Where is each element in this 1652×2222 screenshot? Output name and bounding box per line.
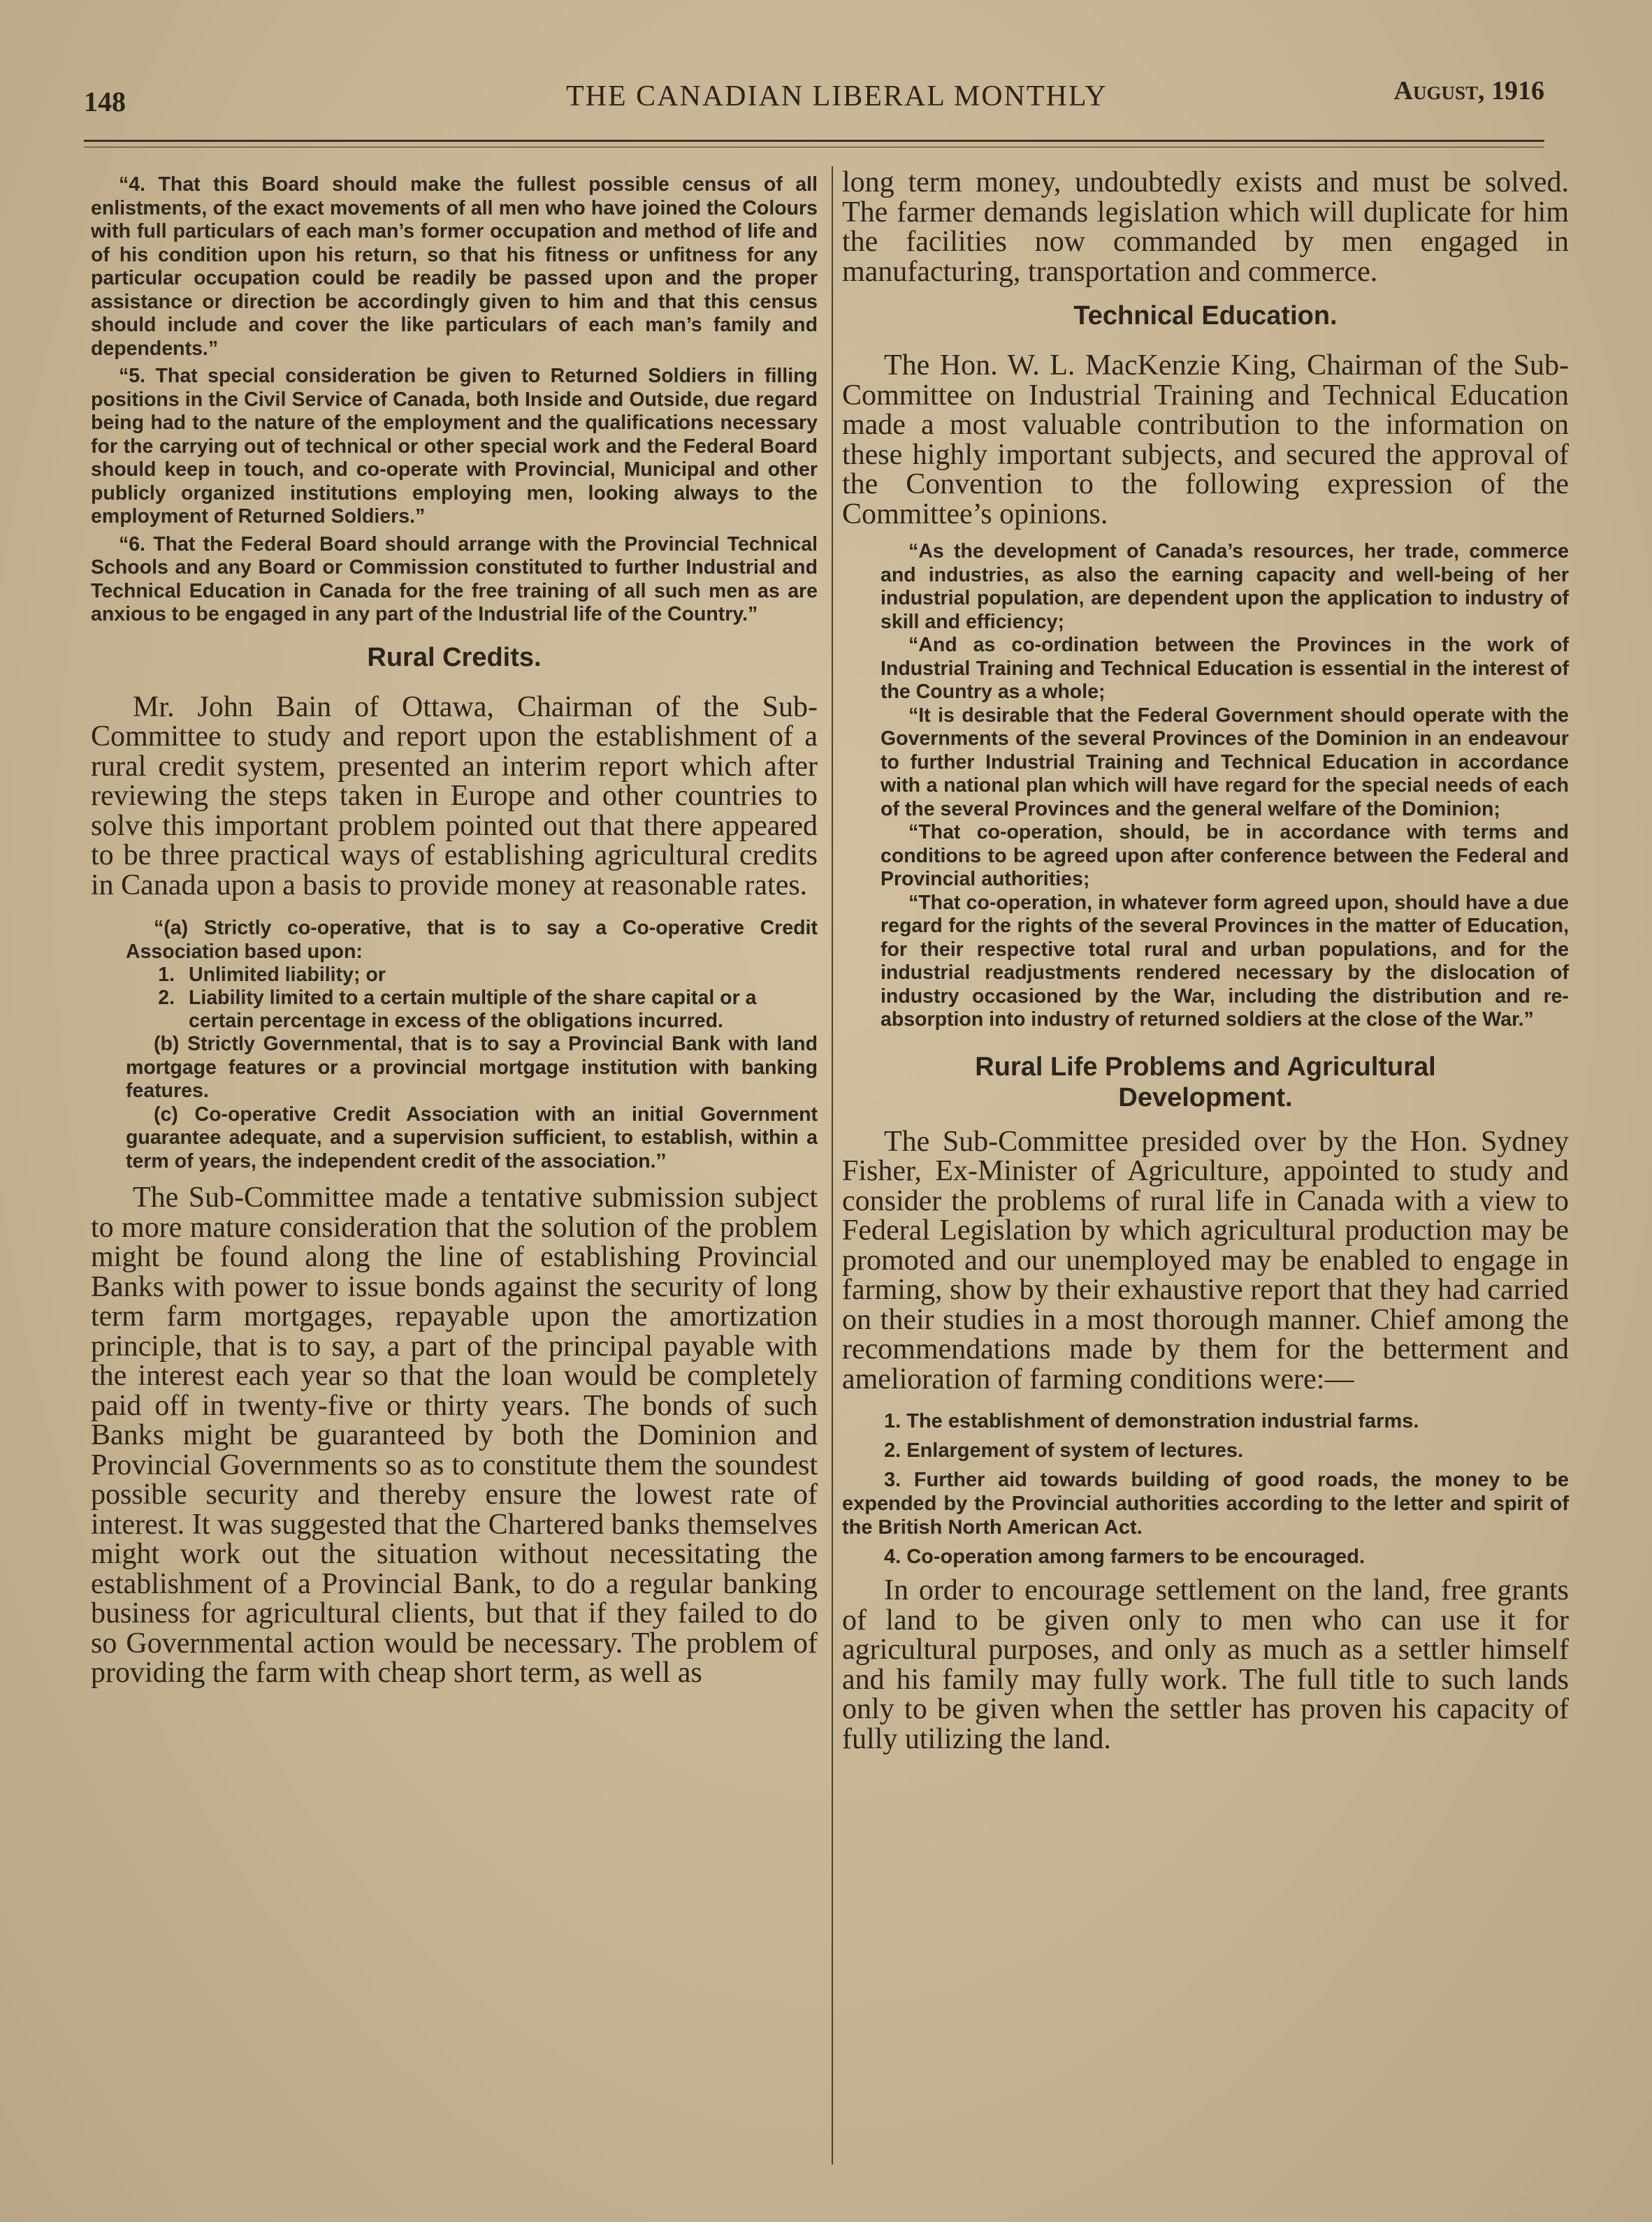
- page-number: 148: [84, 86, 126, 117]
- farming-recommendations: [842, 1409, 1569, 1569]
- farming-rec-4: 4. Co-operation among farmers to be encouraged.: [884, 1546, 1365, 1568]
- farming-rec-3: 3. Further aid towards building of good roads, the money to be expended by the Provincial authorities according to the letter and spirit of the British North American Act.: [842, 1469, 1569, 1539]
- farming-rec-2: 2. Enlargement of system of lectures.: [884, 1439, 1244, 1462]
- technical-education-paragraph: The Hon. W. L. MacKenzie King, Chairman of the Sub-Committee on Industrial Training and Technical Education made a most valuable contribution to the information on these highly important subjects, and secured the approval of the Convention to the following expression of the Committee’s opinions.: [842, 349, 1569, 530]
- issue-date: August, 1916: [1393, 76, 1544, 106]
- rural-life-heading: Rural Life Problems and Agricultural Development.: [975, 1052, 1436, 1112]
- recommendation-6: “6. That the Federal Board should arrange with the Provincial Technical Schools and any Board or Commission constituted to further Industrial and Technical Education in Canada for the free training of all such men as are anxious to be engaged in any part of the Industrial life of the Country.”: [91, 532, 818, 625]
- farming-rec-1: 1. The establishment of demonstration industrial farms.: [884, 1410, 1419, 1432]
- technical-education-heading: Technical Education.: [1073, 301, 1338, 331]
- sub-committee-paragraph: The Sub-Committee made a tentative submission subject to more mature consideration that the solution of the problem might be found along the line of establishing Provincial Banks with power to issue bonds against the security of long term farm mortgages, repayable upon the amortization principle, that is to say, a part of the principal payable with the interest each year so that the loan would be completely paid off in twenty-five or thirty years. The bonds of such Banks might be guaranteed by both the Dominion and Provincial Governments so as to constitute them the soundest possible security and thereby ensure the lowest rate of interest. It was suggested that the Chartered banks themselves might work out the situation without necessitating the establishment of a Provincial Bank, to do a regular banking business for agricultural clients, but that if they failed to do so Governmental action would be necessary. The problem of providing the farm with cheap short term, as well as: [91, 1182, 818, 1689]
- credit-options: [91, 917, 818, 1173]
- right-column: [842, 168, 1569, 1754]
- rural-credits-heading: Rural Credits.: [367, 642, 542, 672]
- column-divider: [832, 166, 833, 2165]
- opinion-3: “It is desirable that the Federal Government should operate with the Governments of the several Provinces of the Dominion in an endeavour to further Industrial Training and Technical Education in accordance with a national plan which will have regard for the special needs of each of the several Provinces and the general welfare of the Dominion;: [881, 704, 1569, 820]
- opinion-4: “That co-operation, should, be in accordance with terms and conditions to be agreed upon after conference between the Federal and Provincial authorities;: [881, 821, 1569, 890]
- settlement-paragraph: In order to encourage settlement on the land, free grants of land to be given only to men who can use it for agricultural purposes, and only as much as a settler himself and his family may fully work. The full title to such lands only to be given when the settler has proven his capacity of fully utilizing the land.: [842, 1574, 1569, 1755]
- magazine-title: THE CANADIAN LIBERAL MONTHLY: [566, 80, 1108, 112]
- page-header: [84, 75, 1544, 117]
- option-b: (b) Strictly Governmental, that is to say a Provincial Bank with land mortgage features or a provincial mortgage institution with banking features.: [126, 1033, 818, 1102]
- rural-life-paragraph: The Sub-Committee presided over by the Hon. Sydney Fisher, Ex-Minister of Agriculture, appointed to study and consider the problems of rural life in Canada with a view to Federal Legislation by which agricultural production may be promoted and our unemployed may be enabled to engage in farming, show by their exhaustive report that they had carried on their studies in a most thorough manner. Chief among the recommendations made by them for the betterment and amelioration of farming conditions were:—: [842, 1125, 1569, 1395]
- continuation-paragraph: long term money, undoubtedly exists and must be solved. The farmer demands legislation which will duplicate for him the facilities now commanded by men engaged in manufacturing, transportation and commerce.: [842, 166, 1569, 288]
- committee-opinions: [842, 540, 1569, 1032]
- opinion-2: “And as co-ordination between the Provinces in the work of Industrial Training and Technical Education is essential in the interest of the Country as a whole;: [881, 634, 1569, 703]
- header-rule: [84, 140, 1544, 142]
- recommendation-5: “5. That special consideration be given to Returned Soldiers in filling positions in the Civil Service of Canada, both Inside and Outside, due regard being had to the nature of the employment and the qualifications necessary for the carrying out of technical or other special work and the Federal Board should keep in touch, and co-operate with Provincial, Municipal and other publicly organized institutions employing men, looking always to the employment of Returned Soldiers.”: [91, 365, 818, 528]
- left-column: [91, 173, 818, 1688]
- opinion-5: “That co-operation, in whatever form agreed upon, should have a due regard for the rights of the several Provinces in the matter of Education, for their respective total rural and urban populations, and for the industrial readjustments rendered necessary by the dislocation of industry occasioned by the War, including the distribution and re-absorption into industry of returned soldiers at the close of the War.”: [881, 891, 1569, 1031]
- rural-credits-paragraph: Mr. John Bain of Ottawa, Chairman of the Sub-Committee to study and report upon the establishment of a rural credit system, presented an interim report which after reviewing the steps taken in Europe and other countries to solve this important problem pointed out that there appeared to be three practical ways of establishing agricultural credits in Canada upon a basis to provide money at reasonable rates.: [91, 690, 818, 901]
- option-a: “(a) Strictly co-operative, that is to say a Co-operative Credit Association based upon:: [126, 917, 818, 963]
- opinion-1: “As the development of Canada’s resources, her trade, commerce and industries, as also the earning capacity and well-being of her industrial population, are dependent upon the application to industry of skill and efficiency;: [881, 540, 1569, 633]
- recommendation-4: “4. That this Board should make the fullest possible census of all enlistments, of the exact movements of all men who have joined the Colours with full particulars of each man’s former occupation and method of life and of his condition upon his return, so that his fitness or unfitness for any particular occupation could be readily be passed upon and the proper assistance or direction be accordingly given to him and that this census should include and cover the like particulars of each man’s family and dependents.”: [91, 173, 818, 360]
- option-c: (c) Co-operative Credit Association with an initial Government guarantee adequate, and a supervision sufficient, to establish, within a term of years, the independent credit of the association.’’: [126, 1103, 818, 1172]
- option-a-item-1: 1. Unlimited liability; or: [158, 964, 386, 986]
- option-a-item-2: 2. Liability limited to a certain multiple of the share capital or a certain percentage in excess of the obligations incurred.: [158, 987, 757, 1032]
